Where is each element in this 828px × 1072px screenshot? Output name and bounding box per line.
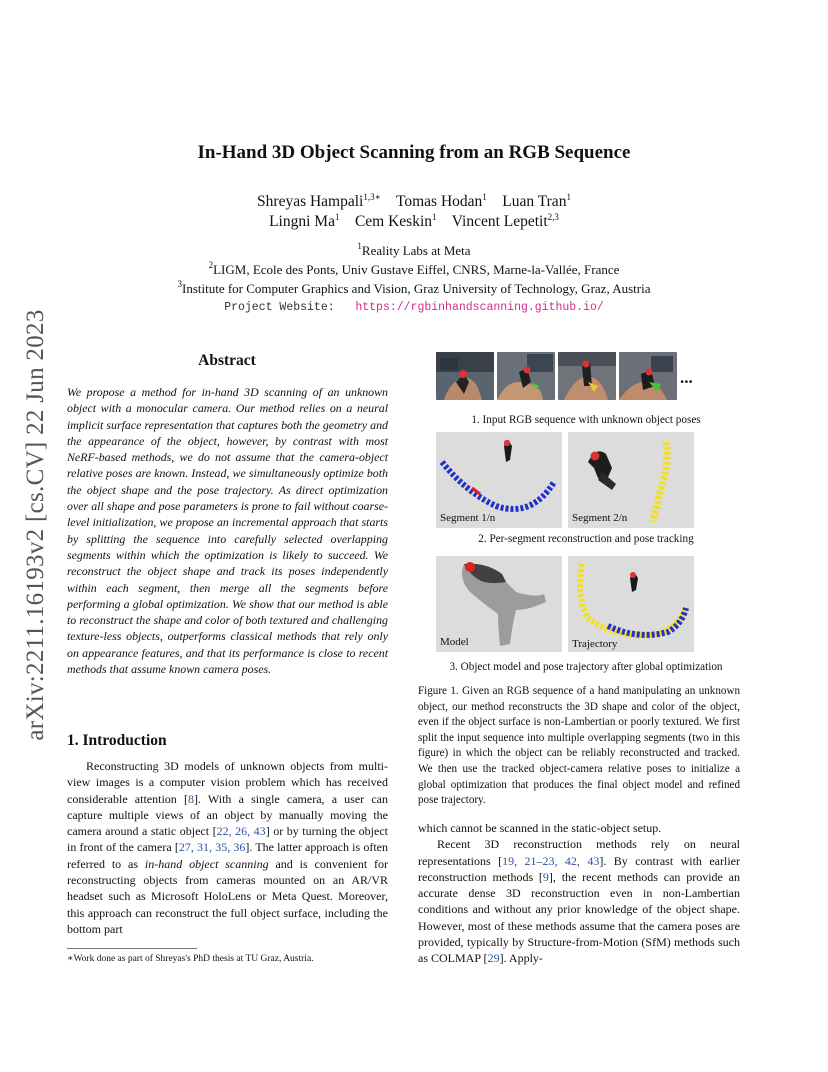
author: Vincent Lepetit$^{2,3}$ [451, 212, 559, 230]
segment-1-label: Segment 1/n [440, 512, 496, 524]
author: Tomas Hodan$^1$ [395, 192, 487, 210]
paragraph-recent-methods: Recent 3D reconstruction methods rely on neural representations [19, 21–23, 42, 43]. By contrast with earlier reconstruction methods [9], the recent methods can provide an accurate dense 3D reconstruction even in non-Lambertian conditions and without any prior knowledge of the object shape. However, most of these methods assume that the camera poses are provided, typically by Structure-from-Motion (SfM) methods such as COLMAP [29]. Apply- [418, 837, 741, 966]
authors-line-2 [0, 213, 828, 231]
website-link[interactable]: https://rgbinhandscanning.github.io/ [355, 301, 604, 314]
segment-1-panel [436, 432, 562, 528]
affiliation-3: $^3$Institute for Computer Graphics and Vision, Graz University of Technology, Graz, Austria [177, 279, 651, 296]
author: Shreyas Hampali$^{1,3∗}$ [257, 192, 381, 210]
input-frame-4 [619, 352, 677, 400]
abstract-text: We propose a method for in-hand 3D scanning of an unknown object with a monocular camera. Our method relies on a neural implicit surface representation that captures both the geometry and the appearance of the object, however, by contrast with most NeRF-based methods, we do not assume that the camera-object relative poses are known. Instead, we simultaneously optimize both the object shape and the pose trajectory. As direct optimization over all shape and pose parameters is prone to fail without coarse-level initialization, we propose an incremental approach that starts by splitting the sequence into carefully selected overlapping segments within which the optimization is likely to succeed. We reconstruct the object shape and track its poses independently within each segment, then merge all the segments before performing a global optimization. We show that our method is able to reconstruct the shape and color of both textured and challenging texture-less objects, outperforms classical methods that rely only on appearance features, and that its performance is close to recent methods that assume known camera poses. [67, 385, 388, 677]
arxiv-id: arXiv:2211.16193v2 [cs.CV] 22 Jun 2023 [22, 309, 49, 741]
trajectory-label: Trajectory [572, 638, 618, 650]
frames-ellipsis: ... [680, 368, 693, 387]
model-label: Model [440, 636, 469, 648]
author: Lingni Ma$^1$ [269, 212, 340, 230]
paper-title: In-Hand 3D Object Scanning from an RGB Sequence [197, 142, 631, 163]
figure-step-1: 1. Input RGB sequence with unknown object poses [471, 414, 701, 426]
segment-2-panel [568, 432, 694, 528]
input-frame-1 [436, 352, 494, 400]
citation-link[interactable]: 22, 26, 43 [216, 824, 266, 839]
citation-link[interactable]: 8 [187, 791, 194, 806]
figure-step-3: 3. Object model and pose trajectory after global optimization [449, 661, 723, 673]
citation-link[interactable]: 19, 21–23, 42, 43 [502, 853, 600, 868]
citation-link[interactable]: 29 [487, 951, 500, 966]
footnote: ∗Work done as part of Shreyas's PhD thesis at TU Graz, Austria. [67, 954, 314, 964]
affiliation-1: $^1$Reality Labs at Meta [357, 241, 471, 258]
figure-caption: Figure 1. Given an RGB sequence of a hand manipulating an unknown object, our method reconstructs the 3D shape and color of the object, even if the object surface is non-Lambertian or poorly textured. We first split the input sequence into multiple overlapping segments (two in this figure) in which the object can be reliably reconstructed and tracked. We then use the tracked object-camera relative poses to initialize a global optimization that produces the final object model and refined pose trajectory. [418, 685, 740, 807]
abstract-heading: Abstract [198, 352, 256, 369]
figure-step-2: 2. Per-segment reconstruction and pose tracking [478, 533, 694, 545]
project-website [0, 301, 828, 314]
authors-line-1 [0, 193, 828, 211]
right-column-text [418, 820, 740, 967]
figure-1 [433, 352, 739, 682]
segment-2-label: Segment 2/n [572, 512, 628, 524]
input-frame-3 [558, 352, 616, 400]
model-panel [436, 556, 562, 652]
author: Cem Keskin$^1$ [354, 212, 437, 230]
input-frame-2 [497, 352, 555, 400]
paragraph-continuation: which cannot be scanned in the static-object setup. [418, 821, 662, 835]
intro-heading: 1. Introduction [67, 732, 167, 749]
citation-link[interactable]: 9 [542, 869, 549, 884]
citation-link[interactable]: 27, 31, 35, 36 [178, 840, 246, 855]
author: Luan Tran$^1$ [502, 192, 571, 210]
footnote-rule [67, 948, 197, 949]
trajectory-panel [568, 556, 694, 652]
website-label: Project Website: [224, 301, 335, 314]
affiliation-2: $^2$LIGM, Ecole des Ponts, Univ Gustave Eiffel, CNRS, Marne-la-Vallée, France [208, 260, 620, 277]
arxiv-sidebar [22, 290, 50, 760]
intro-paragraph: Reconstructing 3D models of unknown objects from multi-view images is a computer vision problem which has received considerable attention [8]. With a single camera, a user can capture multiple views of an object by manually moving the camera around a static object [22, 26, 43] or by turning the object in front of the camera [27, 31, 35, 36]. The latter approach is often referred to as in-hand object scanning and is convenient for reconstructing objects from cameras mounted on an AR/VR headset such as Microsoft HoloLens or Meta Quest. Moreover, this approach can reconstruct the full object surface, including the bottom part [67, 759, 389, 936]
